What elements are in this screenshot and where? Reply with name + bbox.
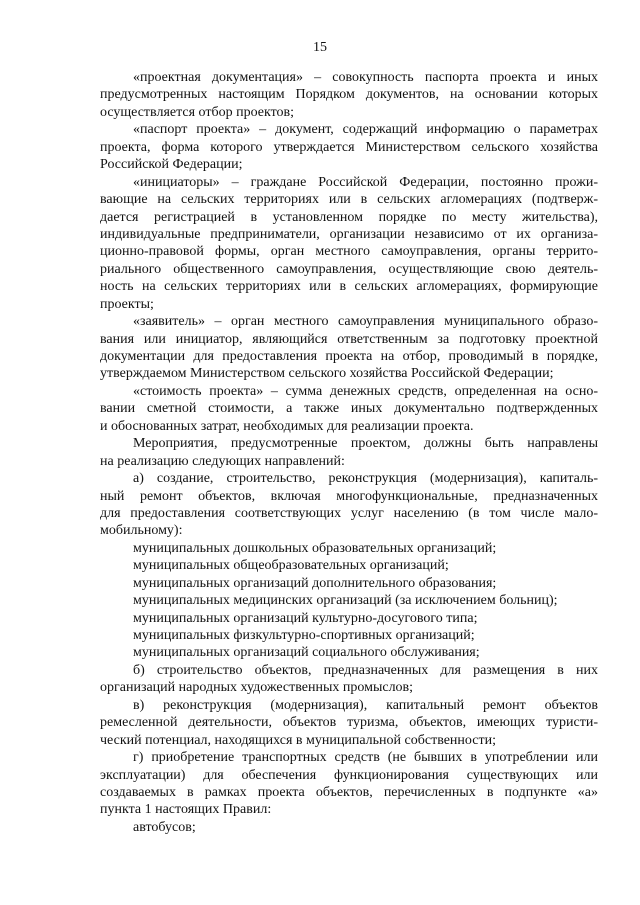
text-line: муниципальных физкультурно-спортивных организаций; (133, 628, 475, 643)
text-line: г) приобретение транспортных средств (не бывших в употреблении или (133, 750, 598, 766)
text-line: муниципальных медицинских организаций (за исключением больниц); (133, 593, 558, 609)
text-line: «паспорт проекта» – документ, содержащий информацию о параметрах (133, 122, 598, 138)
text-line: в) реконструкция (модернизация), капитальный ремонт объектов (133, 697, 598, 713)
text-line: ческий потенциал, находящихся в муниципальной собственности; (100, 732, 496, 748)
text-line: проекта, форма которого утверждается Министерством сельского хозяйства (100, 139, 598, 155)
text-line: муниципальных организаций дополнительного образования; (133, 575, 497, 591)
text-line: Мероприятия, предусмотренные проектом, должны быть направлены (133, 436, 598, 452)
text-line: ционно-правовой формы, орган местного самоуправления, органы террито- (100, 244, 598, 260)
text-line: муниципальных общеобразовательных организаций; (133, 558, 449, 574)
document-body (100, 69, 598, 836)
text-line: проекты; (100, 296, 154, 312)
text-line: муниципальных организаций культурно-досугового типа; (133, 610, 478, 626)
text-line: предусмотренных настоящим Порядком документов, на основании которых (100, 87, 598, 103)
text-line: б) строительство объектов, предназначенных для размещения в них (133, 662, 598, 678)
text-line: вающие на сельских территориях или в сельских агломерациях (подтверж- (100, 192, 598, 208)
text-line: для предоставления соответствующих услуг населению (в том числе мало- (100, 505, 598, 521)
text-line: автобусов; (133, 819, 196, 835)
text-line: муниципальных дошкольных образовательных организаций; (133, 540, 497, 556)
text-line: индивидуальные предприниматели, организации независимо от их организа- (100, 226, 598, 242)
text-line: а) создание, строительство, реконструкция (модернизация), капиталь- (133, 471, 598, 487)
text-line: ный ремонт объектов, включая многофункциональные, предназначенных (100, 488, 598, 504)
text-line: риального общественного самоуправления, осуществляющие свою деятель- (100, 261, 598, 277)
text-line: муниципальных организаций социального обслуживания; (133, 645, 480, 661)
text-line: дается регистрацией в установленном порядке по месту жительства), (100, 209, 598, 225)
text-line: на реализацию следующих направлений: (100, 453, 345, 469)
page-number: 15 (313, 40, 327, 55)
text-line: организаций народных художественных промыслов; (100, 680, 414, 696)
text-line: ность на сельских территориях или в сельских агломерациях, формирующие (100, 279, 598, 295)
text-line: «инициаторы» – граждане Российской Федерации, постоянно прожи- (133, 174, 598, 190)
text-line: создаваемых в рамках проекта объектов, перечисленных в подпункте «а» (100, 784, 598, 800)
text-line: осуществляется отбор проектов; (100, 104, 295, 120)
text-line: утверждаемом Министерством сельского хозяйства Российской Федерации; (100, 366, 554, 382)
text-line: и обоснованных затрат, необходимых для реализации проекта. (100, 418, 474, 434)
text-line: документации для предоставления проекта на отбор, проводимый в порядке, (100, 349, 598, 364)
text-line: «заявитель» – орган местного самоуправления муниципального образо- (133, 314, 598, 330)
text-line: «проектная документация» – совокупность паспорта проекта и иных (133, 70, 598, 85)
text-line: мобильному): (100, 523, 183, 539)
text-line: пункта 1 настоящих Правил: (100, 802, 272, 818)
text-line: «стоимость проекта» – сумма денежных средств, определенная на осно- (133, 383, 598, 399)
text-line: эксплуатации) для обеспечения функционирования существующих или (100, 767, 598, 783)
text-line: ремесленной деятельности, объектов туризма, объектов, имеющих туристи- (100, 715, 598, 731)
text-line: Российской Федерации; (100, 157, 243, 173)
text-line: вания или инициатор, являющийся ответственным за подготовку проектной (100, 331, 598, 347)
text-line: вании сметной стоимости, а также иных документально подтвержденных (100, 401, 598, 417)
